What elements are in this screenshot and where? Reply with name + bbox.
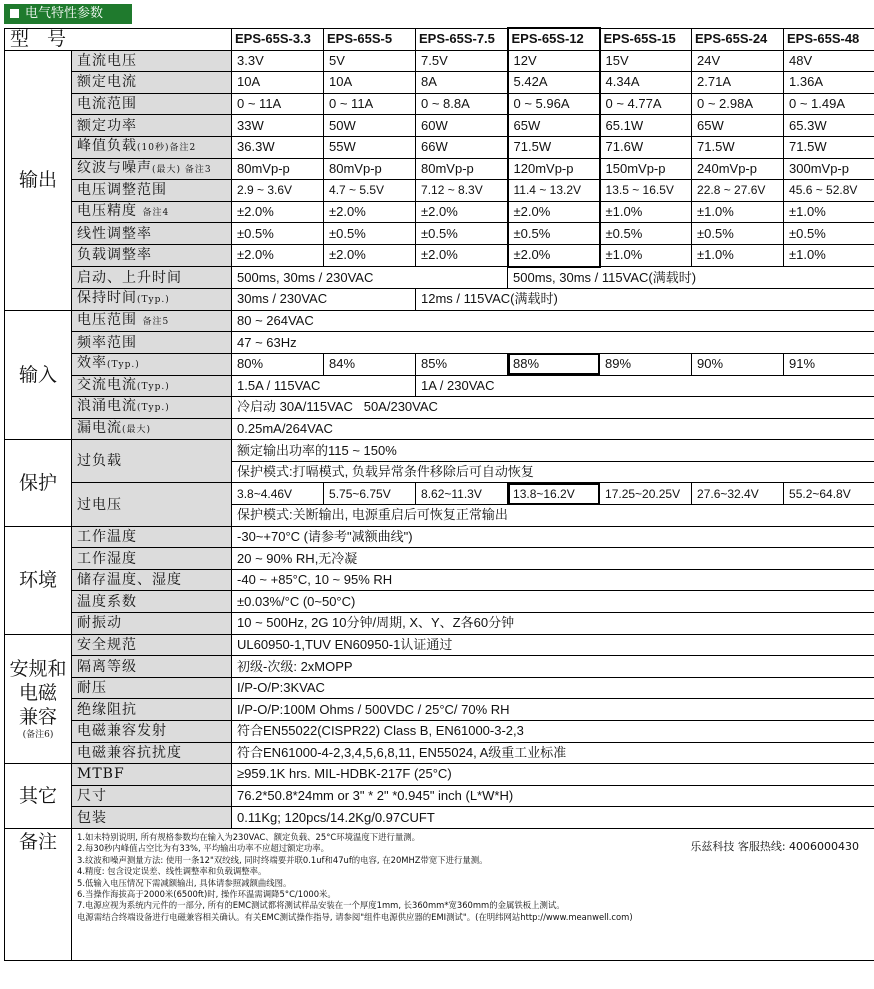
note-line: 4.精度: 包含设定误差、线性调整率和负载调整率。 [77, 866, 267, 877]
cell: 55W [324, 136, 416, 158]
spec-row [5, 332, 874, 354]
cell: 初级-次级: 2xMOPP [232, 656, 874, 678]
cell: ±2.0% [416, 244, 508, 266]
cell: 8A [416, 72, 508, 94]
group-others: 其它 [5, 764, 72, 829]
cell: ±2.0% [416, 201, 508, 223]
cell: 88% [508, 353, 600, 375]
section-header [4, 4, 132, 24]
cell: 20 ~ 90% RH,无冷凝 [232, 548, 874, 570]
cell: ±2.0% [232, 244, 324, 266]
row-label: 频率范围 [72, 332, 232, 354]
cell: 27.6~32.4V [692, 483, 784, 505]
spec-row [5, 375, 874, 397]
cell: ±0.5% [784, 223, 874, 245]
row-label: 储存温度、湿度 [72, 569, 232, 591]
row-label-text: 漏电流 [77, 419, 122, 436]
cell: ±2.0% [324, 244, 416, 266]
cell: 0 ~ 5.96A [508, 93, 600, 115]
hotline-text: 乐兹科技 客服热线: 4006000430 [690, 839, 860, 853]
cell: 65.1W [600, 115, 692, 137]
row-label: 过电压 [72, 483, 232, 526]
cell: 240mVp-p [692, 158, 784, 180]
cell: ±1.0% [692, 244, 784, 266]
row-label-note: (Typ.) [137, 403, 170, 414]
cell: 1A / 230VAC [416, 375, 874, 397]
row-label: 绝缘阻抗 [72, 699, 232, 721]
cell: 84% [324, 353, 416, 375]
cell: ±0.5% [232, 223, 324, 245]
cell: 符合EN61000-4-2,3,4,5,6,8,11, EN55024, A级重工业标准 [232, 742, 874, 764]
row-label: 尺寸 [72, 785, 232, 807]
spec-row [5, 136, 874, 158]
cell: 45.6 ~ 52.8V [784, 180, 874, 202]
row-label: 工作湿度 [72, 548, 232, 570]
cell: 76.2*50.8*24mm or 3" * 2" *0.945" inch (L*W*H) [232, 785, 874, 807]
cell: ±1.0% [600, 244, 692, 266]
cell: 0 ~ 8.8A [416, 93, 508, 115]
row-label-note: (Typ.) [137, 295, 170, 306]
cell: 80 ~ 264VAC [232, 310, 874, 332]
row-label [72, 158, 232, 180]
cell: 300mVp-p [784, 158, 874, 180]
model-label: 型 号 [5, 28, 232, 50]
spec-row [5, 721, 874, 743]
group-input: 输入 [5, 310, 72, 440]
cell: 1.36A [784, 72, 874, 94]
cell: 80% [232, 353, 324, 375]
spec-row [5, 158, 874, 180]
model-name: EPS-65S-15 [600, 28, 692, 50]
row-label: 耐压 [72, 677, 232, 699]
cell: ±0.5% [692, 223, 784, 245]
spec-row [5, 526, 874, 548]
row-label: 直流电压 [72, 50, 232, 72]
cell: 71.6W [600, 136, 692, 158]
cell: ≥959.1K hrs. MIL-HDBK-217F (25°C) [232, 764, 874, 786]
cell: 5V [324, 50, 416, 72]
note-line: 电源需结合终端设备进行电磁兼容相关确认。有关EMC测试操作指导, 请参阅"组件电源供应器的EMI测试"。(在明纬网站http://www.meanwell.com) [77, 911, 633, 922]
cell: 3.3V [232, 50, 324, 72]
row-label-note: (最大) [122, 424, 152, 435]
model-name: EPS-65S-24 [692, 28, 784, 50]
row-label: 额定电流 [72, 72, 232, 94]
cell [232, 397, 874, 419]
cell: 66W [416, 136, 508, 158]
group-safety-line: 安规和 [9, 657, 67, 680]
row-label: 电磁兼容抗扰度 [72, 742, 232, 764]
note-line: 3.纹波和噪声测量方法: 使用一条12"双绞线, 同时终端要并联0.1uf和47uf的电容, 在20MHZ带宽下进行量测。 [77, 854, 488, 865]
cell: 48V [784, 50, 874, 72]
spec-row [5, 807, 874, 829]
spec-row [5, 569, 874, 591]
cell: 2.71A [692, 72, 784, 94]
row-label-text: 浪涌电流 [77, 398, 137, 415]
row-label: 负载调整率 [72, 244, 232, 266]
spec-row [5, 677, 874, 699]
cell: 89% [600, 353, 692, 375]
model-name: EPS-65S-7.5 [416, 28, 508, 50]
inrush-a: 冷启动 30A/115VAC [237, 399, 353, 415]
cell: 71.5W [784, 136, 874, 158]
spec-row [5, 634, 874, 656]
spec-row [5, 244, 874, 266]
row-label [72, 136, 232, 158]
row-label-text: 峰值负载 [77, 138, 137, 155]
cell: 12ms / 115VAC(满载时) [416, 289, 874, 311]
cell: 保护模式:关断输出, 电源重启后可恢复正常输出 [232, 505, 874, 527]
row-label: 电压调整范围 [72, 180, 232, 202]
row-label-note: (10秒)备注2 [137, 143, 197, 154]
row-label-note: (Typ.) [137, 381, 170, 392]
cell: 91% [784, 353, 874, 375]
cell: 55.2~64.8V [784, 483, 874, 505]
row-label: 过负载 [72, 440, 232, 483]
spec-table [4, 27, 874, 961]
cell: 17.25~20.25V [600, 483, 692, 505]
cell: ±2.0% [232, 201, 324, 223]
group-environment: 环境 [5, 526, 72, 634]
cell: 150mVp-p [600, 158, 692, 180]
notes-row [5, 828, 874, 960]
cell: 0 ~ 2.98A [692, 93, 784, 115]
cell: 7.5V [416, 50, 508, 72]
row-label: 隔离等级 [72, 656, 232, 678]
cell: 120mVp-p [508, 158, 600, 180]
spec-row [5, 548, 874, 570]
spec-row [5, 223, 874, 245]
spec-row [5, 418, 874, 440]
square-icon [10, 9, 19, 18]
cell: 0 ~ 11A [232, 93, 324, 115]
spec-row [5, 699, 874, 721]
cell: 85% [416, 353, 508, 375]
cell: UL60950-1,TUV EN60950-1认证通过 [232, 634, 874, 656]
row-label: 额定功率 [72, 115, 232, 137]
spec-row [5, 289, 874, 311]
row-label-note: 备注4 [142, 208, 170, 219]
row-label: 包装 [72, 807, 232, 829]
cell: I/P-O/P:100M Ohms / 500VDC / 25°C/ 70% RH [232, 699, 874, 721]
cell: 65W [508, 115, 600, 137]
cell: ±1.0% [600, 201, 692, 223]
cell: 4.34A [600, 72, 692, 94]
note-line: 7.电源应视为系统内元件的一部分, 所有的EMC测试都将测试样品安装在一个厚度1mm, 长360mm*宽360mm的金属铁板上测试。 [77, 900, 565, 911]
spec-row [5, 764, 874, 786]
model-name: EPS-65S-3.3 [232, 28, 324, 50]
row-label: 启动、上升时间 [72, 267, 232, 289]
cell: -40 ~ +85°C, 10 ~ 95% RH [232, 569, 874, 591]
section-title: 电气特性参数 [25, 6, 104, 21]
row-label-note: 备注5 [142, 317, 170, 328]
cell: 90% [692, 353, 784, 375]
cell: 65W [692, 115, 784, 137]
row-label-text: 交流电流 [77, 376, 137, 393]
cell: 10 ~ 500Hz, 2G 10分钟/周期, X、Y、Z各60分钟 [232, 613, 874, 635]
row-label: 安全规范 [72, 634, 232, 656]
spec-row [5, 656, 874, 678]
cell: 30ms / 230VAC [232, 289, 416, 311]
cell: 7.12 ~ 8.3V [416, 180, 508, 202]
cell: 50W [324, 115, 416, 137]
cell: 13.8~16.2V [508, 483, 600, 505]
cell: 47 ~ 63Hz [232, 332, 874, 354]
cell: ±2.0% [508, 244, 600, 266]
cell: ±0.5% [416, 223, 508, 245]
cell: 0 ~ 11A [324, 93, 416, 115]
row-label [72, 375, 232, 397]
cell: 500ms, 30ms / 115VAC(满载时) [508, 267, 874, 289]
spec-row [5, 353, 874, 375]
cell: 0 ~ 1.49A [784, 93, 874, 115]
row-label-text: 电压范围 [77, 312, 137, 329]
inrush-b: 50A/230VAC [363, 399, 438, 415]
note-line: 2.每30秒内峰值占空比为有33%, 平均输出功率不应超过额定功率。 [77, 843, 329, 854]
spec-row [5, 440, 874, 462]
row-label [72, 201, 232, 223]
model-name: EPS-65S-12 [508, 28, 600, 50]
note-line: 1.如未特别说明, 所有规格参数均在输入为230VAC、额定负载、25°C环境温度下进行量测。 [77, 831, 420, 842]
row-label-text: 效率 [77, 355, 107, 372]
cell: ±2.0% [324, 201, 416, 223]
group-safety-line: 电磁 [18, 681, 57, 704]
row-label: 工作温度 [72, 526, 232, 548]
model-name: EPS-65S-5 [324, 28, 416, 50]
model-name: EPS-65S-48 [784, 28, 874, 50]
row-label: 温度系数 [72, 591, 232, 613]
cell: 额定输出功率的115 ~ 150% [232, 440, 874, 462]
cell: 36.3W [232, 136, 324, 158]
row-label [72, 289, 232, 311]
group-safety-line: 兼容 [18, 705, 57, 728]
cell: 保护模式:打嗝模式, 负载异常条件移除后可自动恢复 [232, 461, 874, 483]
cell: 80mVp-p [324, 158, 416, 180]
row-label [72, 397, 232, 419]
cell: ±1.0% [692, 201, 784, 223]
spec-row [5, 201, 874, 223]
cell: 0 ~ 4.77A [600, 93, 692, 115]
spec-row [5, 267, 874, 289]
cell: 65.3W [784, 115, 874, 137]
cell: 80mVp-p [416, 158, 508, 180]
spec-row [5, 115, 874, 137]
cell: ±2.0% [508, 201, 600, 223]
cell: ±0.03%/°C (0~50°C) [232, 591, 874, 613]
cell: 5.42A [508, 72, 600, 94]
spec-row [5, 483, 874, 505]
cell: -30~+70°C (请参考"减额曲线") [232, 526, 874, 548]
cell: 0.11Kg; 120pcs/14.2Kg/0.97CUFT [232, 807, 874, 829]
cell: ±0.5% [324, 223, 416, 245]
row-label-text: 电压精度 [77, 203, 137, 220]
cell: 13.5 ~ 16.5V [600, 180, 692, 202]
cell: 1.5A / 115VAC [232, 375, 416, 397]
row-label: 电流范围 [72, 93, 232, 115]
row-label [72, 418, 232, 440]
row-label [72, 353, 232, 375]
spec-row [5, 613, 874, 635]
cell: 80mVp-p [232, 158, 324, 180]
cell: 10A [232, 72, 324, 94]
group-output: 输出 [5, 50, 72, 310]
row-label-text: 保持时间 [77, 290, 137, 307]
cell: 24V [692, 50, 784, 72]
cell: ±0.5% [600, 223, 692, 245]
cell: 500ms, 30ms / 230VAC [232, 267, 508, 289]
cell: 5.75~6.75V [324, 483, 416, 505]
spec-row [5, 591, 874, 613]
group-safety-note: (备注6) [22, 729, 54, 740]
row-label: 线性调整率 [72, 223, 232, 245]
spec-row [5, 742, 874, 764]
cell: 71.5W [692, 136, 784, 158]
cell: 11.4 ~ 13.2V [508, 180, 600, 202]
cell: 10A [324, 72, 416, 94]
row-label: 电磁兼容发射 [72, 721, 232, 743]
cell: 3.8~4.46V [232, 483, 324, 505]
group-protection: 保护 [5, 440, 72, 526]
cell: 12V [508, 50, 600, 72]
cell: 4.7 ~ 5.5V [324, 180, 416, 202]
cell: 33W [232, 115, 324, 137]
cell: 22.8 ~ 27.6V [692, 180, 784, 202]
group-notes: 备注 [5, 828, 72, 960]
cell: ±1.0% [784, 244, 874, 266]
cell: 60W [416, 115, 508, 137]
cell: 15V [600, 50, 692, 72]
model-row [5, 28, 874, 50]
row-label-text: 纹波与噪声 [77, 159, 152, 176]
cell: 8.62~11.3V [416, 483, 508, 505]
cell: I/P-O/P:3KVAC [232, 677, 874, 699]
row-label-note: (Typ.) [107, 360, 140, 371]
cell: 2.9 ~ 3.6V [232, 180, 324, 202]
group-safety [5, 634, 72, 764]
cell: ±1.0% [784, 201, 874, 223]
cell: 0.25mA/264VAC [232, 418, 874, 440]
note-line: 6.当操作海拔高于2000米(6500ft)时, 操作环温需调降5°C/1000米。 [77, 889, 336, 899]
notes-cell [72, 828, 874, 960]
note-line: 5.低输入电压情况下需减额输出, 具体请参照减额曲线图。 [77, 877, 292, 888]
cell: 符合EN55022(CISPR22) Class B, EN61000-3-2,3 [232, 721, 874, 743]
row-label: MTBF [72, 764, 232, 786]
spec-row [5, 72, 874, 94]
spec-row [5, 397, 874, 419]
row-label: 耐振动 [72, 613, 232, 635]
row-label [72, 310, 232, 332]
row-label-note: (最大) 备注3 [152, 164, 212, 175]
cell: 71.5W [508, 136, 600, 158]
spec-row [5, 50, 874, 72]
spec-row [5, 93, 874, 115]
spec-row [5, 180, 874, 202]
spec-row [5, 310, 874, 332]
spec-row [5, 785, 874, 807]
cell: ±0.5% [508, 223, 600, 245]
